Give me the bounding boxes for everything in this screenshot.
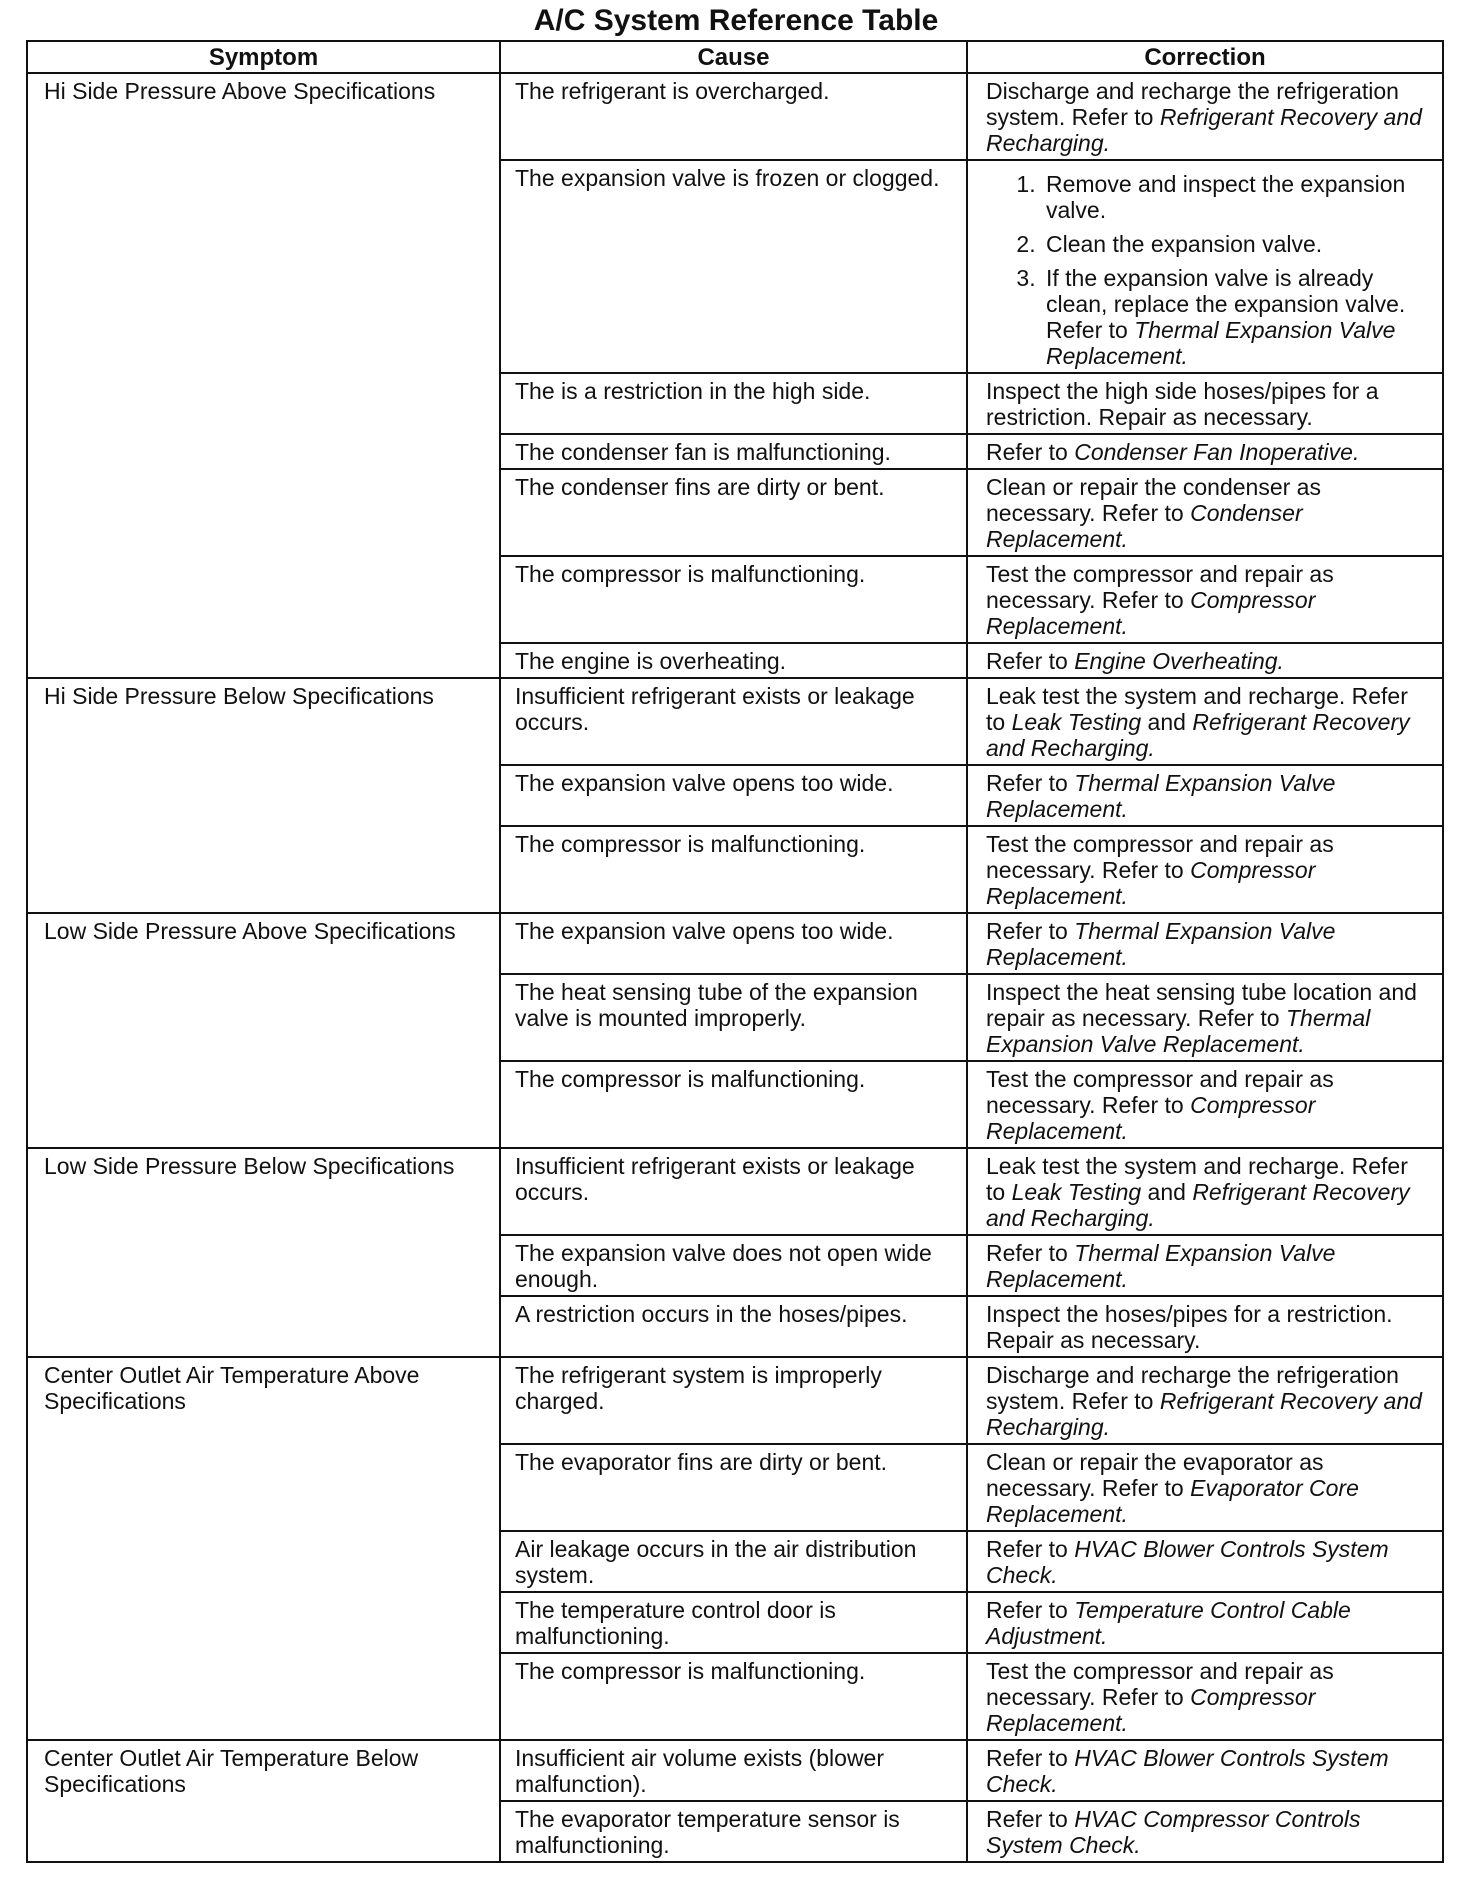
cause-cell: The evaporator fins are dirty or bent. bbox=[500, 1444, 967, 1531]
correction-cell bbox=[967, 1235, 1443, 1296]
cross-reference-text: Refrigerant Recovery and Recharging. bbox=[986, 1388, 1422, 1440]
cross-reference-text: Thermal Expansion Valve Replacement. bbox=[986, 770, 1336, 822]
cross-reference-text: Thermal Expansion Valve Replacement. bbox=[986, 918, 1336, 970]
correction-text: Test the compressor and repair as necessary. Refer to bbox=[986, 831, 1334, 883]
correction-text: Clean or repair the evaporator as necessary. Refer to bbox=[986, 1449, 1324, 1501]
correction-cell bbox=[967, 1444, 1443, 1531]
cross-reference-text: Compressor Replacement. bbox=[986, 1684, 1316, 1736]
correction-step bbox=[1042, 265, 1430, 369]
correction-text: Inspect the heat sensing tube location and repair as necessary. Refer to bbox=[986, 979, 1417, 1031]
cause-cell: Insufficient refrigerant exists or leakage occurs. bbox=[500, 678, 967, 765]
table-row bbox=[27, 73, 1443, 160]
cross-reference-text: Refrigerant Recovery and Recharging. bbox=[986, 709, 1410, 761]
correction-text: Refer to bbox=[986, 770, 1075, 796]
page-title: A/C System Reference Table bbox=[533, 4, 939, 37]
cause-cell: The compressor is malfunctioning. bbox=[500, 556, 967, 643]
cause-cell: The temperature control door is malfunctioning. bbox=[500, 1592, 967, 1653]
cause-cell: The expansion valve opens too wide. bbox=[500, 913, 967, 974]
cross-reference-text: Thermal Expansion Valve Replacement. bbox=[986, 1240, 1336, 1292]
correction-cell bbox=[967, 1740, 1443, 1801]
symptom-cell: Low Side Pressure Below Specifications bbox=[27, 1148, 500, 1357]
correction-text: Inspect the high side hoses/pipes for a restriction. Repair as necessary. bbox=[986, 378, 1379, 430]
correction-text: Leak test the system and recharge. Refer to bbox=[986, 683, 1408, 735]
cause-cell: The compressor is malfunctioning. bbox=[500, 1061, 967, 1148]
cross-reference-text: Condenser Replacement. bbox=[986, 500, 1303, 552]
correction-text: Test the compressor and repair as necessary. Refer to bbox=[986, 1658, 1334, 1710]
correction-cell bbox=[967, 1061, 1443, 1148]
header-row bbox=[27, 41, 1443, 73]
table-row bbox=[27, 913, 1443, 974]
reference-table bbox=[26, 40, 1444, 1863]
symptom-cell: Hi Side Pressure Below Specifications bbox=[27, 678, 500, 913]
correction-text: Leak test the system and recharge. Refer to bbox=[986, 1153, 1408, 1205]
correction-cell bbox=[967, 1357, 1443, 1444]
cross-reference-text: Compressor Replacement. bbox=[986, 857, 1316, 909]
correction-cell bbox=[967, 556, 1443, 643]
table-row bbox=[27, 1357, 1443, 1444]
correction-text: Refer to bbox=[986, 1806, 1075, 1832]
correction-text: Refer to bbox=[986, 648, 1075, 674]
correction-cell bbox=[967, 1531, 1443, 1592]
cross-reference-text: Thermal Expansion Valve Replacement. bbox=[1046, 317, 1396, 369]
cross-reference-text: Compressor Replacement. bbox=[986, 587, 1316, 639]
symptom-column-header: Symptom bbox=[27, 41, 500, 73]
correction-text: Test the compressor and repair as necessary. Refer to bbox=[986, 561, 1334, 613]
cross-reference-text: Temperature Control Cable Adjustment. bbox=[986, 1597, 1351, 1649]
correction-cell bbox=[967, 826, 1443, 913]
correction-text: Refer to bbox=[986, 1536, 1075, 1562]
symptom-cell: Low Side Pressure Above Specifications bbox=[27, 913, 500, 1148]
cause-cell: The is a restriction in the high side. bbox=[500, 373, 967, 434]
symptom-cell: Center Outlet Air Temperature Below Specifications bbox=[27, 1740, 500, 1862]
correction-cell bbox=[967, 1592, 1443, 1653]
cause-cell: The refrigerant is overcharged. bbox=[500, 73, 967, 160]
correction-cell bbox=[967, 643, 1443, 678]
table-row bbox=[27, 1148, 1443, 1235]
correction-cell bbox=[967, 765, 1443, 826]
cause-cell: The expansion valve does not open wide enough. bbox=[500, 1235, 967, 1296]
cause-cell: The compressor is malfunctioning. bbox=[500, 826, 967, 913]
cause-cell: The refrigerant system is improperly charged. bbox=[500, 1357, 967, 1444]
correction-text: Discharge and recharge the refrigeration system. Refer to bbox=[986, 78, 1399, 130]
correction-text: Discharge and recharge the refrigeration system. Refer to bbox=[986, 1362, 1399, 1414]
correction-cell bbox=[967, 469, 1443, 556]
correction-text: Refer to bbox=[986, 439, 1075, 465]
cause-cell: A restriction occurs in the hoses/pipes. bbox=[500, 1296, 967, 1357]
cross-reference-text: Condenser Fan Inoperative. bbox=[1074, 439, 1360, 465]
correction-text: Clean or repair the condenser as necessary. Refer to bbox=[986, 474, 1321, 526]
correction-steps-list bbox=[986, 171, 1430, 369]
cross-reference-text: HVAC Compressor Controls System Check. bbox=[986, 1806, 1361, 1858]
cross-reference-text: Leak Testing bbox=[1011, 709, 1142, 735]
correction-text: and bbox=[1141, 709, 1193, 735]
correction-cell bbox=[967, 678, 1443, 765]
table-row bbox=[27, 678, 1443, 765]
correction-text: Refer to bbox=[986, 1745, 1075, 1771]
cross-reference-text: HVAC Blower Controls System Check. bbox=[986, 1745, 1389, 1797]
correction-column-header: Correction bbox=[967, 41, 1443, 73]
correction-cell bbox=[967, 373, 1443, 434]
correction-text: Test the compressor and repair as necessary. Refer to bbox=[986, 1066, 1334, 1118]
table-body bbox=[27, 73, 1443, 1862]
symptom-cell: Center Outlet Air Temperature Above Specifications bbox=[27, 1357, 500, 1740]
correction-text: and bbox=[1141, 1179, 1193, 1205]
correction-text: Clean the expansion valve. bbox=[1046, 231, 1323, 257]
correction-cell bbox=[967, 913, 1443, 974]
cross-reference-text: Refrigerant Recovery and Recharging. bbox=[986, 104, 1422, 156]
cross-reference-text: Engine Overheating. bbox=[1074, 648, 1284, 674]
correction-step bbox=[1042, 171, 1430, 223]
correction-cell bbox=[967, 1653, 1443, 1740]
cause-cell: The expansion valve is frozen or clogged. bbox=[500, 160, 967, 373]
cause-cell: The condenser fins are dirty or bent. bbox=[500, 469, 967, 556]
cross-reference-text: Refrigerant Recovery and Recharging. bbox=[986, 1179, 1410, 1231]
cause-cell: Air leakage occurs in the air distribution system. bbox=[500, 1531, 967, 1592]
cause-cell: Insufficient refrigerant exists or leakage occurs. bbox=[500, 1148, 967, 1235]
symptom-cell: Hi Side Pressure Above Specifications bbox=[27, 73, 500, 678]
cross-reference-text: Compressor Replacement. bbox=[986, 1092, 1316, 1144]
correction-cell bbox=[967, 160, 1443, 373]
correction-cell bbox=[967, 974, 1443, 1061]
cause-cell: The compressor is malfunctioning. bbox=[500, 1653, 967, 1740]
cause-cell: The expansion valve opens too wide. bbox=[500, 765, 967, 826]
correction-text: If the expansion valve is already clean, replace the expansion valve. Refer to bbox=[1046, 265, 1406, 343]
cross-reference-text: Evaporator Core Replacement. bbox=[986, 1475, 1359, 1527]
correction-step bbox=[1042, 231, 1430, 257]
correction-text: Refer to bbox=[986, 1240, 1075, 1266]
table-row bbox=[27, 1740, 1443, 1801]
cause-cell: Insufficient air volume exists (blower malfunction). bbox=[500, 1740, 967, 1801]
cross-reference-text: Leak Testing bbox=[1011, 1179, 1142, 1205]
cross-reference-text: HVAC Blower Controls System Check. bbox=[986, 1536, 1389, 1588]
correction-cell bbox=[967, 1296, 1443, 1357]
correction-text: Refer to bbox=[986, 918, 1075, 944]
cross-reference-text: Thermal Expansion Valve Replacement. bbox=[986, 1005, 1371, 1057]
cause-cell: The condenser fan is malfunctioning. bbox=[500, 434, 967, 469]
correction-cell bbox=[967, 1801, 1443, 1862]
correction-cell bbox=[967, 434, 1443, 469]
cause-cell: The evaporator temperature sensor is malfunctioning. bbox=[500, 1801, 967, 1862]
cause-cell: The heat sensing tube of the expansion valve is mounted improperly. bbox=[500, 974, 967, 1061]
correction-text: Remove and inspect the expansion valve. bbox=[1046, 171, 1406, 223]
correction-text: Refer to bbox=[986, 1597, 1075, 1623]
correction-cell bbox=[967, 1148, 1443, 1235]
cause-column-header: Cause bbox=[500, 41, 967, 73]
correction-cell bbox=[967, 73, 1443, 160]
correction-text: Inspect the hoses/pipes for a restriction. Repair as necessary. bbox=[986, 1301, 1393, 1353]
cause-cell: The engine is overheating. bbox=[500, 643, 967, 678]
